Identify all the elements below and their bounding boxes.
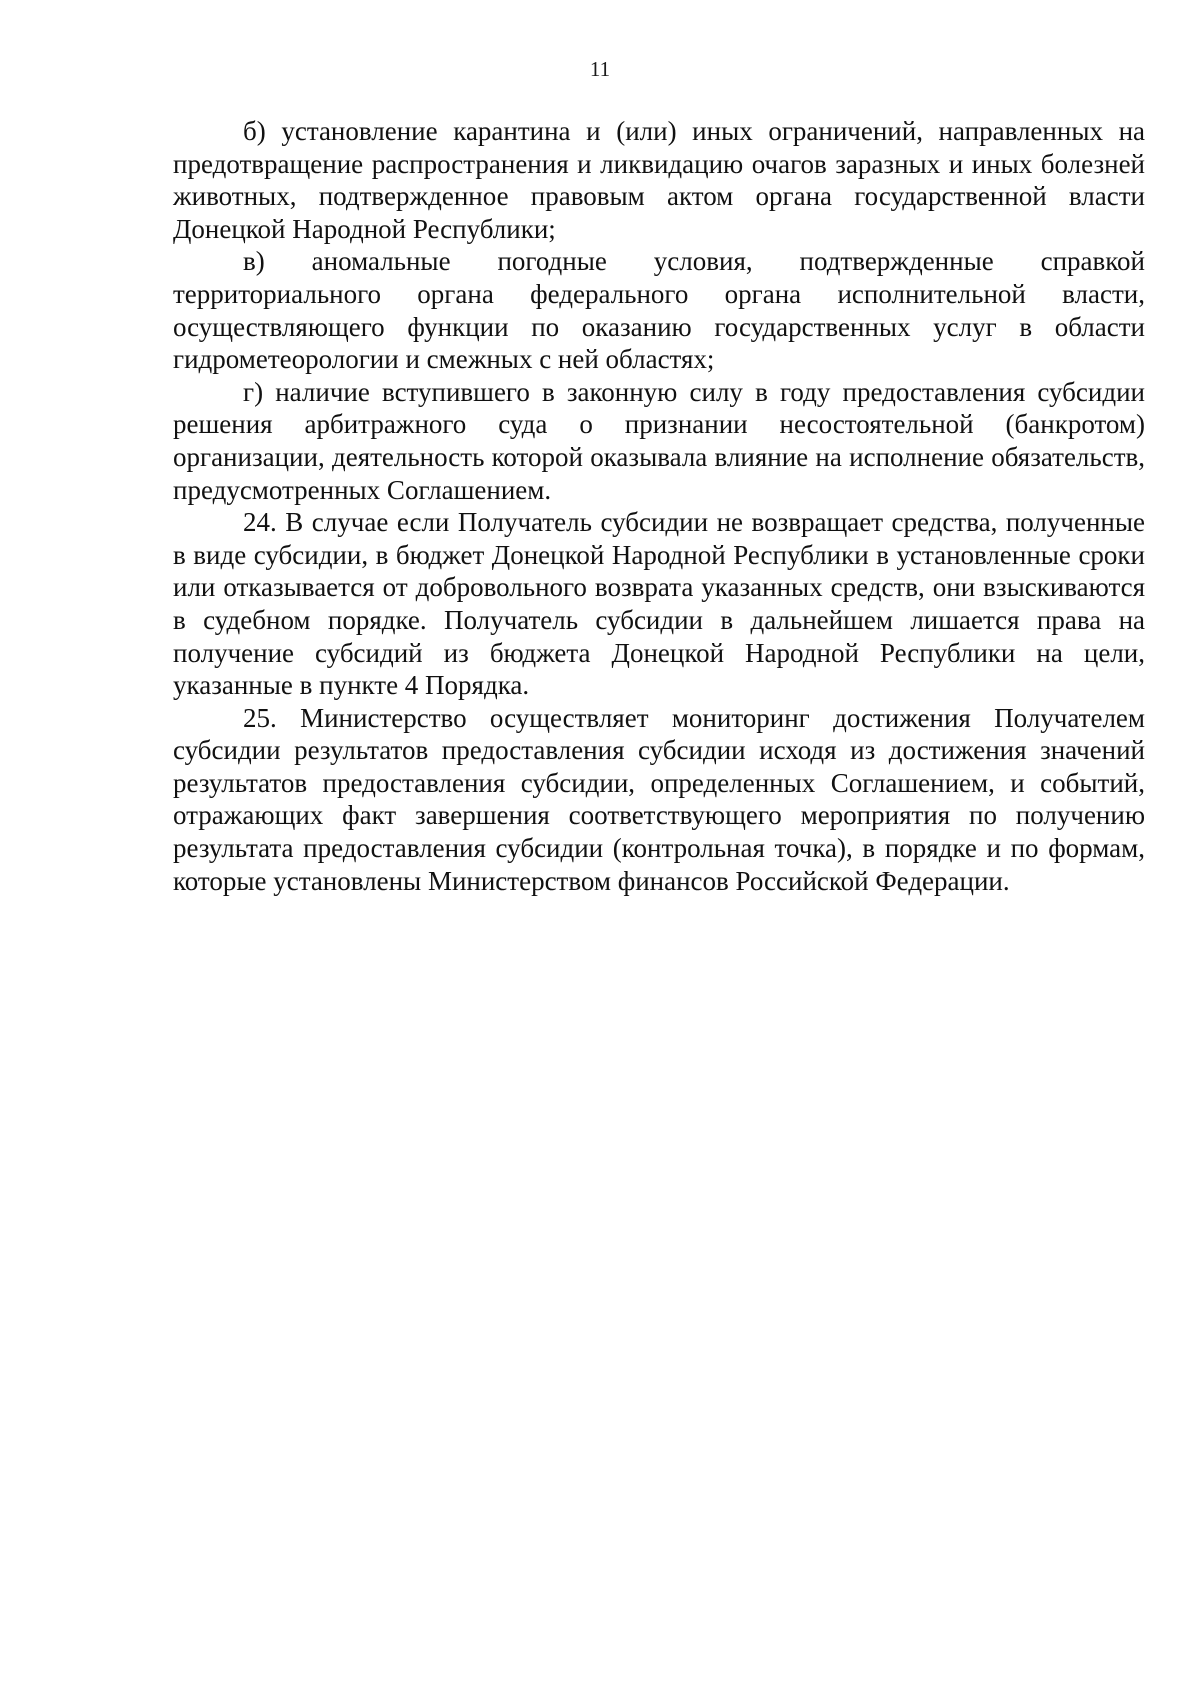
paragraph-clause-24: 24. В случае если Получатель субсидии не возвращает средства, полученные в виде субсидии, в бюджет Донецкой Народной Республики в установленные сроки или отказывается от добровольного возврата указанных средств, они взыскиваются в судебном порядке. Получатель субсидии в дальнейшем лишается права на получение субсидий из бюджета Донецкой Народной Республики на цели, указанные в пункте 4 Порядка. <box>173 507 1145 701</box>
paragraph-item-b: б) установление карантина и (или) иных ограничений, направленных на предотвращение распространения и ликвидацию очагов заразных и иных болезней животных, подтвержденное правовым актом органа государственной власти Донецкой Народной Республики; <box>173 116 1145 244</box>
paragraph-item-g: г) наличие вступившего в законную силу в году предоставления субсидии решения арбитражного суда о признании несостоятельной (банкротом) организации, деятельность которой оказывала влияние на исполнение обязательств, предусмотренных Соглашением. <box>173 376 1145 505</box>
page-number: 11 <box>589 57 611 81</box>
paragraph-clause-25: 25. Министерство осуществляет мониторинг достижения Получателем субсидии результатов предоставления субсидии исходя из достижения значений результатов предоставления субсидии, определенных Соглашением, и событий, отражающих факт завершения соответствующего мероприятия по получению результата предоставления субсидии (контрольная точка), в порядке и по формам, которые установлены Министерством финансов Российской Федерации. <box>173 702 1145 896</box>
document-body <box>173 115 1145 897</box>
paragraph-item-v: в) аномальные погодные условия, подтвержденные справкой территориального органа федерального органа исполнительной власти, осуществляющего функции по оказанию государственных услуг в области гидрометеорологии и смежных с ней областях; <box>173 246 1145 375</box>
